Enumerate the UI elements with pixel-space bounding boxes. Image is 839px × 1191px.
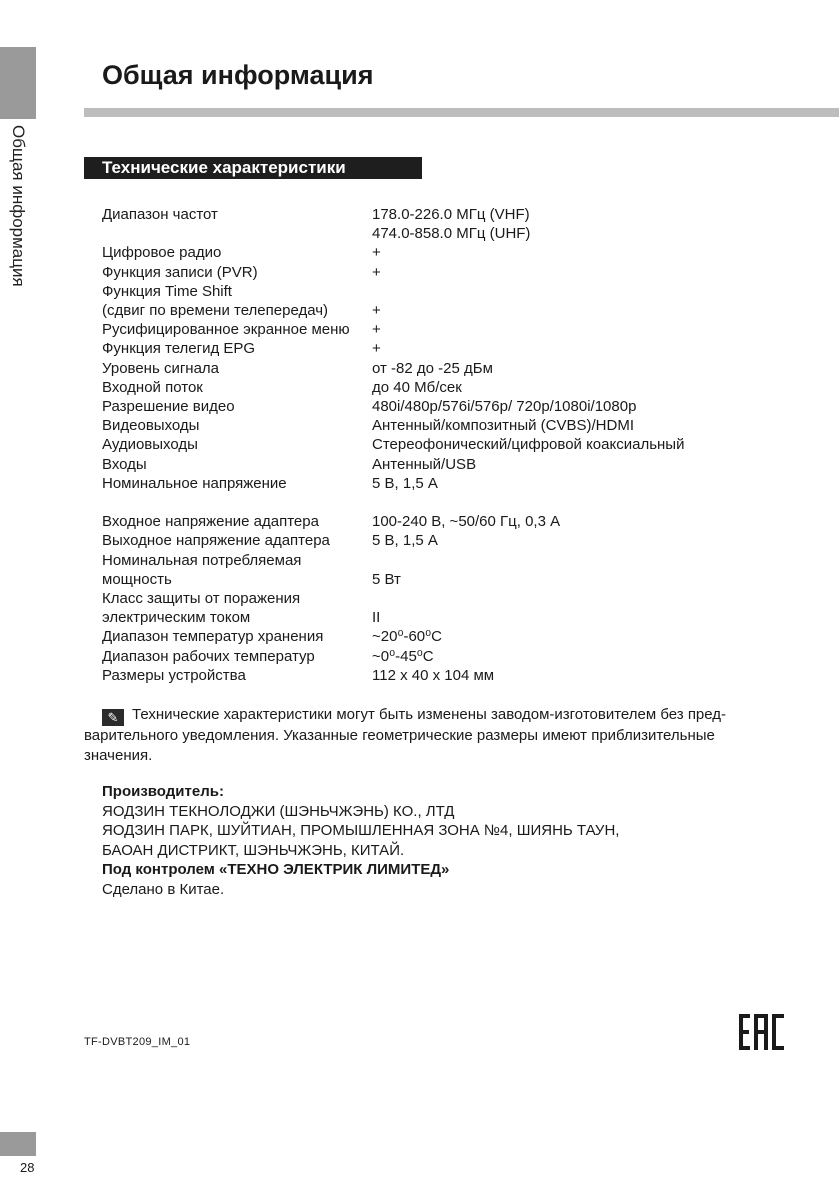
spec-row bbox=[102, 474, 802, 493]
spec-row bbox=[102, 512, 802, 531]
spec-row bbox=[102, 301, 802, 320]
spec-label: Аудиовыходы bbox=[102, 436, 198, 454]
control-statement: Под контролем «ТЕХНО ЭЛЕКТРИК ЛИМИТЕД» bbox=[102, 861, 450, 878]
manufacturer-block bbox=[102, 782, 619, 899]
document-code: TF-DVBT209_IM_01 bbox=[84, 1036, 191, 1048]
side-tab-marker bbox=[0, 47, 36, 119]
spec-row bbox=[102, 282, 802, 301]
specs-table bbox=[102, 205, 802, 685]
spec-label: Номинальное напряжение bbox=[102, 474, 287, 492]
spec-label: Размеры устройства bbox=[102, 666, 246, 684]
spec-value: 5 В, 1,5 А bbox=[372, 474, 438, 492]
spec-value: ~20⁰-60⁰С bbox=[372, 628, 442, 646]
spec-label: Функция телегид EPG bbox=[102, 340, 256, 358]
spec-value: Антенный/композитный (CVBS)/HDMI bbox=[372, 417, 634, 435]
page-tab-marker bbox=[0, 1132, 36, 1156]
note-paragraph bbox=[84, 705, 784, 765]
spec-value: ~0⁰-45⁰С bbox=[372, 647, 434, 665]
spec-value: 178.0-226.0 МГц (VHF) bbox=[372, 206, 530, 223]
section-header: Технические характеристики bbox=[84, 157, 422, 179]
spec-spacer bbox=[102, 493, 802, 512]
spec-row bbox=[102, 263, 802, 282]
manufacturer-name: ЯОДЗИН ТЕКНОЛОДЖИ (ШЭНЬЧЖЭНЬ) КО., ЛТД bbox=[102, 802, 455, 820]
spec-label: Входной поток bbox=[102, 378, 203, 396]
spec-row bbox=[102, 359, 802, 378]
spec-label: Разрешение видео bbox=[102, 398, 235, 416]
spec-label: Выходное напряжение адаптера bbox=[102, 532, 330, 550]
spec-label: Диапазон температур хранения bbox=[102, 628, 324, 646]
spec-row bbox=[102, 378, 802, 397]
spec-value: + bbox=[372, 244, 381, 262]
spec-row bbox=[102, 224, 802, 243]
spec-label: Входное напряжение адаптера bbox=[102, 513, 319, 531]
spec-value: от -82 до -25 дБм bbox=[372, 359, 493, 377]
spec-label: Функция Time Shift bbox=[102, 282, 232, 300]
spec-label: Класс защиты от поражения bbox=[102, 590, 301, 608]
spec-value: 5 В, 1,5 А bbox=[372, 532, 438, 550]
spec-row bbox=[102, 435, 802, 454]
manufacturer-address: БАОАН ДИСТРИКТ, ШЭНЬЧЖЭНЬ, КИТАЙ. bbox=[102, 841, 405, 859]
spec-label: Диапазон частот bbox=[102, 206, 218, 223]
spec-value: Стереофонический/цифровой коаксиальный bbox=[372, 436, 685, 454]
note-text-line: варительного уведомления. Указанные геометрические размеры имеют приблизительные bbox=[84, 727, 715, 744]
spec-value: + bbox=[372, 302, 381, 320]
note-pencil-icon: ✎ bbox=[102, 709, 124, 726]
spec-row bbox=[102, 589, 802, 608]
spec-label: Функция записи (PVR) bbox=[102, 263, 258, 281]
spec-label: Диапазон рабочих температур bbox=[102, 647, 315, 665]
spec-value: до 40 Мб/сек bbox=[372, 378, 462, 396]
eac-certification-icon bbox=[739, 1014, 785, 1050]
spec-row bbox=[102, 243, 802, 262]
spec-label: Русифицированное экранное меню bbox=[102, 321, 350, 339]
side-tab-label: Общая информация bbox=[9, 125, 28, 287]
note-text-line: Технические характеристики могут быть изменены заводом-изготовителем без пред- bbox=[132, 706, 727, 723]
spec-row bbox=[102, 608, 802, 627]
spec-row bbox=[102, 531, 802, 550]
spec-value: 480i/480p/576i/576p/ 720p/1080i/1080p bbox=[372, 398, 637, 416]
spec-value: Антенный/USB bbox=[372, 455, 477, 473]
spec-label: электрическим током bbox=[102, 609, 251, 627]
spec-value: 5 Вт bbox=[372, 570, 401, 588]
spec-value: II bbox=[372, 609, 381, 627]
spec-row bbox=[102, 339, 802, 358]
spec-row bbox=[102, 397, 802, 416]
title-rule bbox=[84, 108, 839, 117]
spec-label bbox=[102, 224, 372, 243]
note-text-line: значения. bbox=[84, 746, 153, 764]
spec-row bbox=[102, 570, 802, 589]
spec-label: Цифровое радио bbox=[102, 244, 222, 262]
spec-row bbox=[102, 666, 802, 685]
spec-value: 112 х 40 х 104 мм bbox=[372, 666, 495, 684]
spec-row bbox=[102, 551, 802, 570]
spec-label: Входы bbox=[102, 455, 147, 473]
spec-row bbox=[102, 320, 802, 339]
spec-row bbox=[102, 205, 802, 224]
manufacturer-address: ЯОДЗИН ПАРК, ШУЙТИАН, ПРОМЫШЛЕННАЯ ЗОНА №4, ШИЯНЬ ТАУН, bbox=[102, 822, 620, 839]
made-in: Сделано в Китае. bbox=[102, 880, 225, 898]
spec-label: Уровень сигнала bbox=[102, 359, 220, 377]
spec-label: (сдвиг по времени телепередач) bbox=[102, 302, 329, 320]
spec-label: Номинальная потребляемая bbox=[102, 551, 302, 569]
spec-row bbox=[102, 627, 802, 646]
spec-value: + bbox=[372, 340, 381, 358]
spec-row bbox=[102, 455, 802, 474]
page-number: 28 bbox=[20, 1160, 35, 1175]
page-title: Общая информация bbox=[102, 60, 374, 90]
manufacturer-heading: Производитель: bbox=[102, 783, 224, 800]
spec-value: + bbox=[372, 321, 381, 339]
spec-row bbox=[102, 416, 802, 435]
spec-label: мощность bbox=[102, 570, 172, 588]
spec-value: 100-240 В, ~50/60 Гц, 0,3 А bbox=[372, 513, 561, 531]
spec-label: Видеовыходы bbox=[102, 417, 200, 435]
spec-row bbox=[102, 647, 802, 666]
spec-value: 474.0-858.0 МГц (UHF) bbox=[372, 225, 531, 243]
spec-value: + bbox=[372, 263, 381, 281]
